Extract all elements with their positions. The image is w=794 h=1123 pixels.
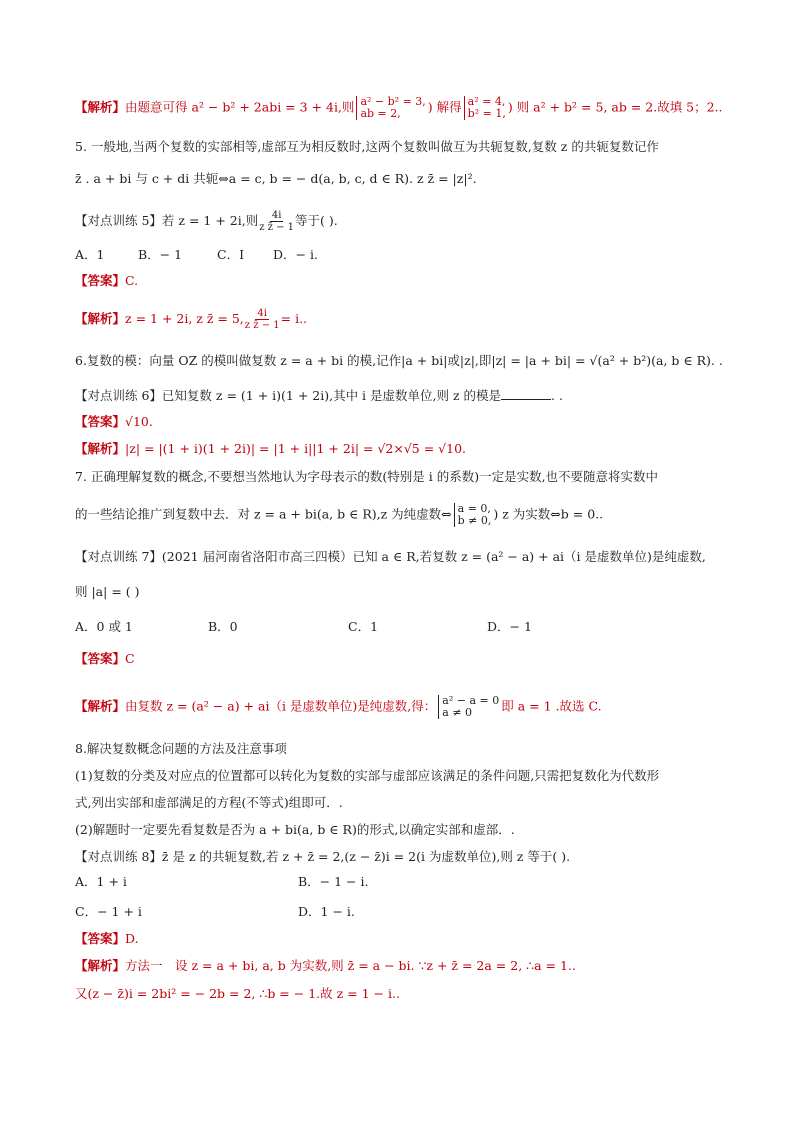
- equation-system: a² − a = 0 a ≠ 0: [438, 695, 499, 719]
- option-b: B．− 1 − i.: [298, 874, 369, 889]
- section-6: 6.复数的模：向量 OZ 的模叫做复数 z = a + bi 的模,记作|a + bi|或|z|,即|z| = |a + bi| = √(a² + b²)(a, b ∈ R). .: [75, 353, 723, 368]
- section-7-line-1: 7. 正确理解复数的概念,不要想当然地认为字母表示的数(特别是 i 的系数)一定是实数,也不要随意将实数中: [75, 469, 659, 484]
- section-5-line-1: 5. 一般地,当两个复数的实部相等,虚部互为相反数时,这两个复数叫做互为共轭复数,复数 z 的共轭复数记作: [75, 139, 659, 154]
- option-d: D．1 − i.: [298, 904, 355, 919]
- section-8-line-2: 式,列出实部和虚部满足的方程(不等式)组即可．.: [75, 795, 343, 810]
- practice-6: 【对点训练 6】已知复数 z = (1 + i)(1 + 2i),其中 i 是虚数单位,则 z 的模是 . .: [75, 388, 563, 403]
- solution-5: 【解析】z = 1 + 2i, z z̄ = 5, $\frac{4i}{\text{z z̄ − 1}}$ = i..: [75, 308, 308, 331]
- section-7-line-2: 的一些结论推广到复数中去．对 z = a + bi(a, b ∈ R),z 为纯虚数⇔ a = 0, b ≠ 0, ) z 为实数⇔b = 0..: [75, 502, 604, 527]
- option-b: B．0: [208, 619, 238, 634]
- equation-system: a = 0, b ≠ 0,: [454, 503, 492, 527]
- answer-6: 【答案】√10.: [75, 414, 153, 429]
- equation-system: a² − b² = 3, ab = 2,: [356, 96, 425, 120]
- solution-tag: 【解析】: [75, 99, 126, 115]
- solution-text: 由题意可得 a² − b² + 2abi = 3 + 4i,则: [125, 99, 355, 115]
- answer-7: 【答案】C: [75, 651, 135, 666]
- fraction: $\frac{4i}{\text{z z̄ − 1}}$: [244, 308, 280, 331]
- equation-system-2: a² = 4, b² = 1,: [464, 96, 506, 120]
- section-8-line-1: (1)复数的分类及对应点的位置都可以转化为复数的实部与虚部应该满足的条件问题,只需把复数化为代数形: [75, 768, 660, 783]
- option-a: A．0 或 1: [75, 619, 133, 634]
- solution-8-line-1: 【解析】方法一 设 z = a + bi, a, b 为实数,则 z̄ = a − bi. ∵z + z̄ = 2a = 2, ∴a = 1..: [75, 958, 576, 973]
- option-d: D．− 1: [487, 619, 532, 634]
- practice-5: 【对点训练 5】若 z = 1 + 2i,则 $\frac{4i}{\text{z z̄ − 1}}$ 等于( ).: [75, 210, 338, 233]
- option-c: C．− 1 + i: [75, 904, 142, 919]
- solution-6: 【解析】|z| = |(1 + i)(1 + 2i)| = |1 + i||1 + 2i| = √2×√5 = √10.: [75, 441, 467, 456]
- answer-blank: [501, 386, 551, 400]
- answer-5: 【答案】C.: [75, 273, 139, 288]
- answer-8: 【答案】D.: [75, 931, 139, 946]
- practice-8: 【对点训练 8】z̄ 是 z 的共轭复数,若 z + z̄ = 2,(z − z̄)i = 2(i 为虚数单位),则 z 等于( ).: [75, 849, 571, 864]
- section-5-line-2: z̄ . a + bi 与 c + di 共轭⇔a = c, b = − d(a, b, c, d ∈ R). z z̄ = |z|².: [75, 171, 477, 186]
- fraction: $\frac{4i}{\text{z z̄ − 1}}$: [259, 210, 295, 233]
- practice-7-line-1: 【对点训练 7】(2021 届河南省洛阳市高三四模）已知 a ∈ R,若复数 z = (a² − a) + ai（i 是虚数单位)是纯虚数,: [75, 549, 706, 564]
- solution-line-4: 【解析】由题意可得 a² − b² + 2abi = 3 + 4i,则 a² − b² = 3, ab = 2, ) 解得 a² = 4, b² = 1, ) 则 a² + b² = 5, ab = 2.故填 5；2..: [75, 95, 723, 120]
- solution-7: 【解析】由复数 z = (a² − a) + ai（i 是虚数单位)是纯虚数,得： a² − a = 0 a ≠ 0 即 a = 1 .故选 C.: [75, 694, 602, 719]
- solution-text-2: 解得: [436, 99, 462, 115]
- option-b: B．− 1: [138, 247, 183, 262]
- section-8-line-3: (2)解题时一定要先看复数是否为 a + bi(a, b ∈ R)的形式,以确定实部和虚部．.: [75, 822, 515, 837]
- option-c: C．I: [217, 247, 245, 262]
- option-c: C．1: [348, 619, 379, 634]
- section-8-title: 8.解决复数概念问题的方法及注意事项: [75, 741, 287, 756]
- option-a: A．1 + i: [75, 874, 127, 889]
- option-a: A．1: [75, 247, 105, 262]
- solution-8-line-2: 又(z − z̄)i = 2bi² = − 2b = 2, ∴b = − 1.故 z = 1 − i..: [75, 986, 400, 1001]
- practice-7-line-2: 则 |a| = ( ): [75, 584, 140, 599]
- option-d: D．− i.: [273, 247, 318, 262]
- solution-text-3: 则 a² + b² = 5, ab = 2.故填 5；2..: [516, 99, 723, 115]
